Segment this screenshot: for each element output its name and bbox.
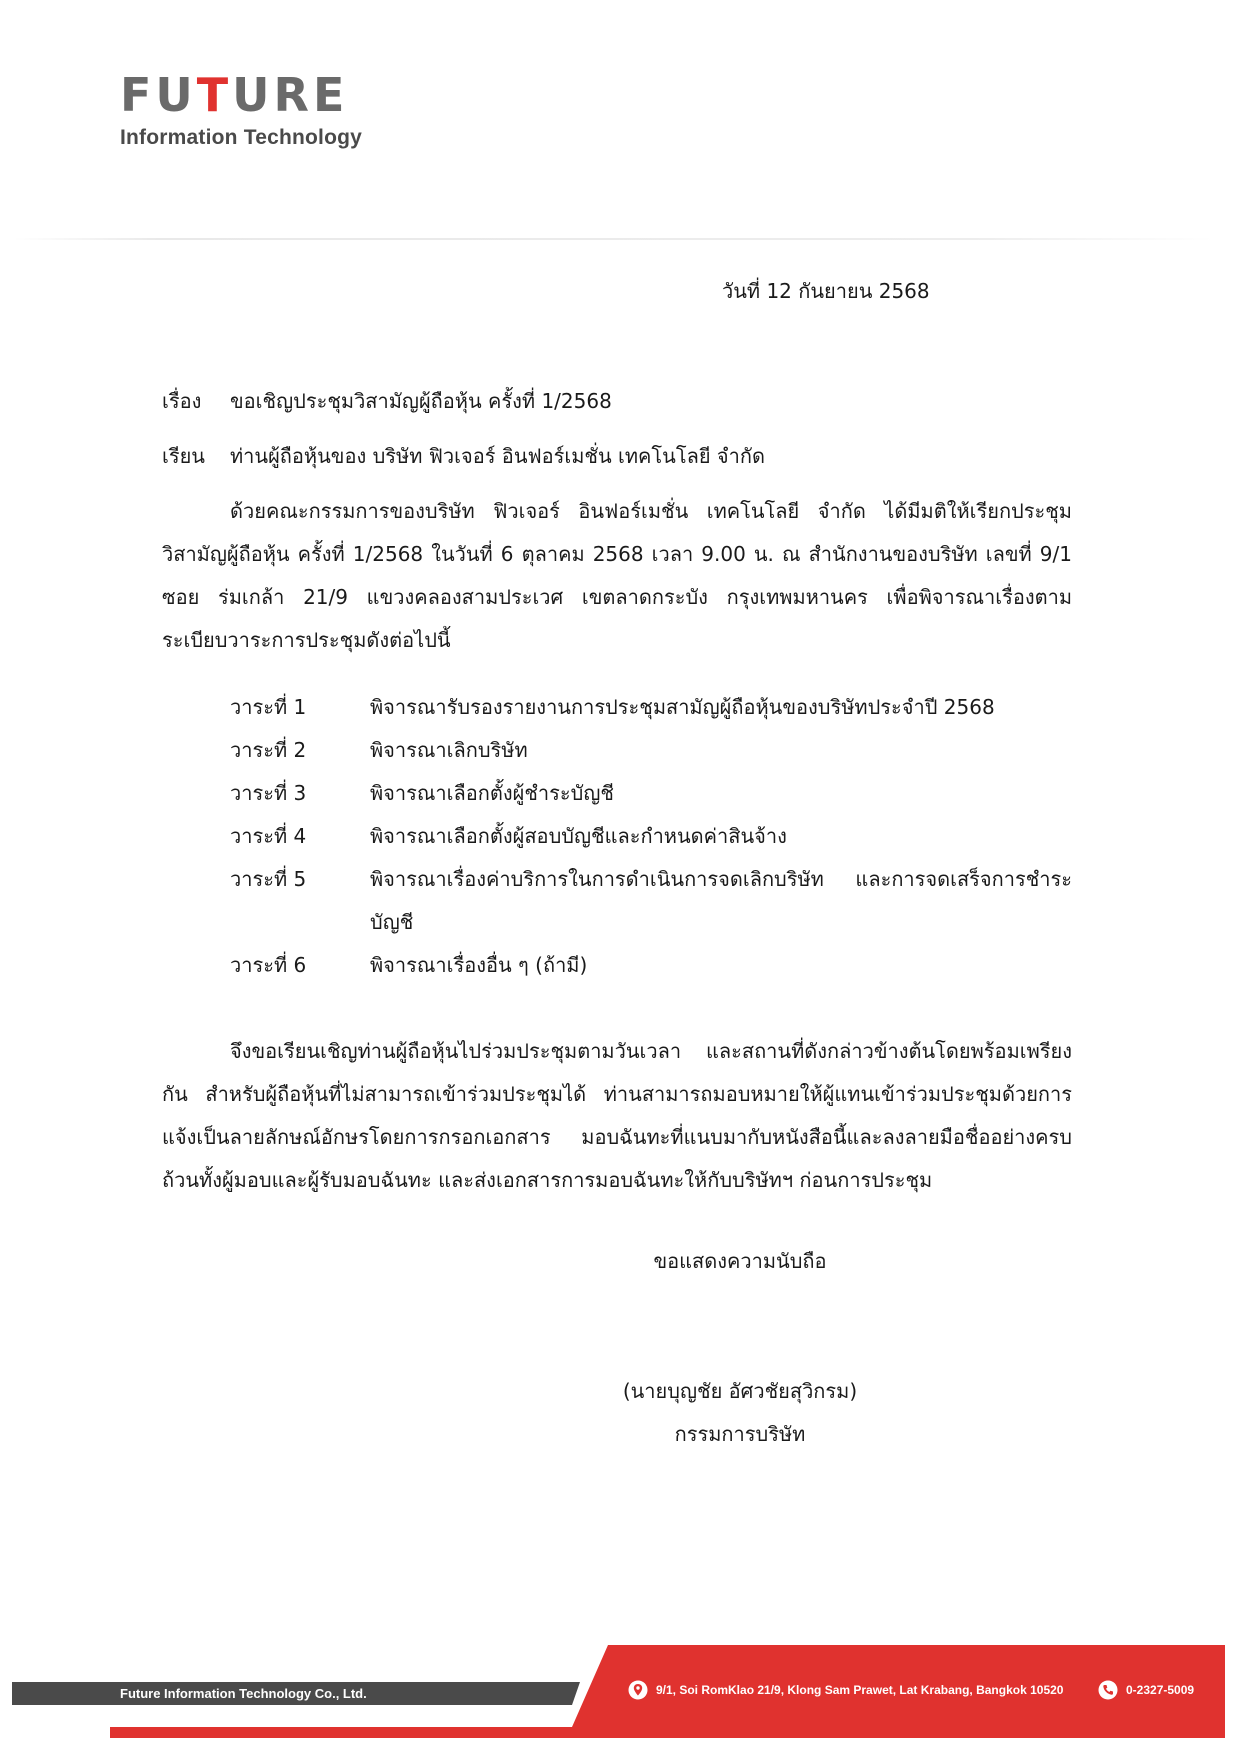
agenda-list xyxy=(230,686,1072,987)
subject-text: ขอเชิญประชุมวิสามัญผู้ถือหุ้น ครั้งที่ 1/2568 xyxy=(230,389,612,413)
footer-phone-text: 0-2327-5009 xyxy=(1126,1683,1195,1697)
recipient-text: ท่านผู้ถือหุ้นของ บริษัท ฟิวเจอร์ อินฟอร์เมชั่น เทคโนโลยี จำกัด xyxy=(230,444,765,468)
agenda-text: พิจารณาเลิกบริษัท xyxy=(370,738,528,762)
agenda-text: พิจารณาเลือกตั้งผู้สอบบัญชีและกำหนดค่าสินจ้าง xyxy=(370,824,787,848)
agenda-item xyxy=(230,815,1072,858)
agenda-item xyxy=(230,729,1072,772)
location-pin-icon xyxy=(628,1680,648,1700)
agenda-text: พิจารณารับรองรายงานการประชุมสามัญผู้ถือหุ้นของบริษัทประจำปี 2568 xyxy=(370,695,995,719)
agenda-text: พิจารณาเลือกตั้งผู้ชำระบัญชี xyxy=(370,781,614,805)
footer-company-name: Future Information Technology Co., Ltd. xyxy=(120,1686,367,1701)
letter-date: วันที่ 12 กันยายน 2568 xyxy=(722,279,930,303)
agenda-item xyxy=(230,944,1072,987)
signer-name: (นายบุญชัย อัศวชัยสุวิกรม) xyxy=(622,1379,858,1403)
footer-phone xyxy=(1098,1680,1194,1700)
agenda-item xyxy=(230,686,1072,729)
body-paragraph-1: ด้วยคณะกรรมการของบริษัท ฟิวเจอร์ อินฟอร์เมชั่น เทคโนโลยี จำกัด ได้มีมติให้เรียกประชุมวิสามัญผู้ถือหุ้น ครั้งที่ 1/2568 ในวันที่ 6 ตุลาคม 2568 เวลา 9.00 น. ณ สำนักงานของบริษัท เลขที่ 9/1 ซอย ร่มเกล้า 21/9 แขวงคลองสามประเวศ เขตลาดกระบัง กรุงเทพมหานคร เพื่อพิจารณาเรื่องตามระเบียบวาระการประชุมดังต่อไปนี้ xyxy=(162,499,1072,652)
agenda-text: พิจารณาเรื่องค่าบริการในการดำเนินการจดเลิกบริษัท และการจดเสร็จการชำระบัญชี xyxy=(370,867,1072,934)
agenda-number: วาระที่ 3 xyxy=(230,781,307,805)
header-divider xyxy=(14,238,1214,240)
agenda-number: วาระที่ 1 xyxy=(230,695,307,719)
recipient-label: เรียน xyxy=(162,444,205,468)
company-logo xyxy=(120,68,380,150)
signer-title: กรรมการบริษัท xyxy=(674,1422,806,1446)
agenda-item xyxy=(230,858,1072,944)
footer-address-text: 9/1, Soi RomKlao 21/9, Klong Sam Prawet, Lat Krabang, Bangkok 10520 xyxy=(656,1683,1064,1697)
agenda-text: พิจารณาเรื่องอื่น ๆ (ถ้ามี) xyxy=(370,953,588,977)
body-paragraph-2: จึงขอเรียนเชิญท่านผู้ถือหุ้นไปร่วมประชุมตามวันเวลา และสถานที่ดังกล่าวข้างต้นโดยพร้อมเพรียงกัน สำหรับผู้ถือหุ้นที่ไม่สามารถเข้าร่วมประชุมได้ ท่านสามารถมอบหมายให้ผู้แทนเข้าร่วมประชุมด้วยการแจ้งเป็นลายลักษณ์อักษรโดยการกรอกเอกสาร มอบฉันทะที่แนบมากับหนังสือนี้และลงลายมือชื่ออย่างครบถ้วนทั้งผู้มอบและผู้รับมอบฉันทะ และส่งเอกสารการมอบฉันทะให้กับบริษัทฯ ก่อนการประชุม xyxy=(162,1039,1072,1192)
agenda-number: วาระที่ 5 xyxy=(230,867,307,891)
logo-subtitle: Information Technology xyxy=(120,126,363,149)
agenda-number: วาระที่ 4 xyxy=(230,824,307,848)
closing-line: ขอแสดงความนับถือ xyxy=(653,1249,827,1273)
agenda-item xyxy=(230,772,1072,815)
subject-label: เรื่อง xyxy=(162,389,202,413)
logo-wordmark: FUTURE xyxy=(120,68,349,122)
footer-address xyxy=(628,1680,1063,1700)
phone-icon xyxy=(1098,1680,1118,1700)
agenda-number: วาระที่ 2 xyxy=(230,738,307,762)
agenda-number: วาระที่ 6 xyxy=(230,953,307,977)
